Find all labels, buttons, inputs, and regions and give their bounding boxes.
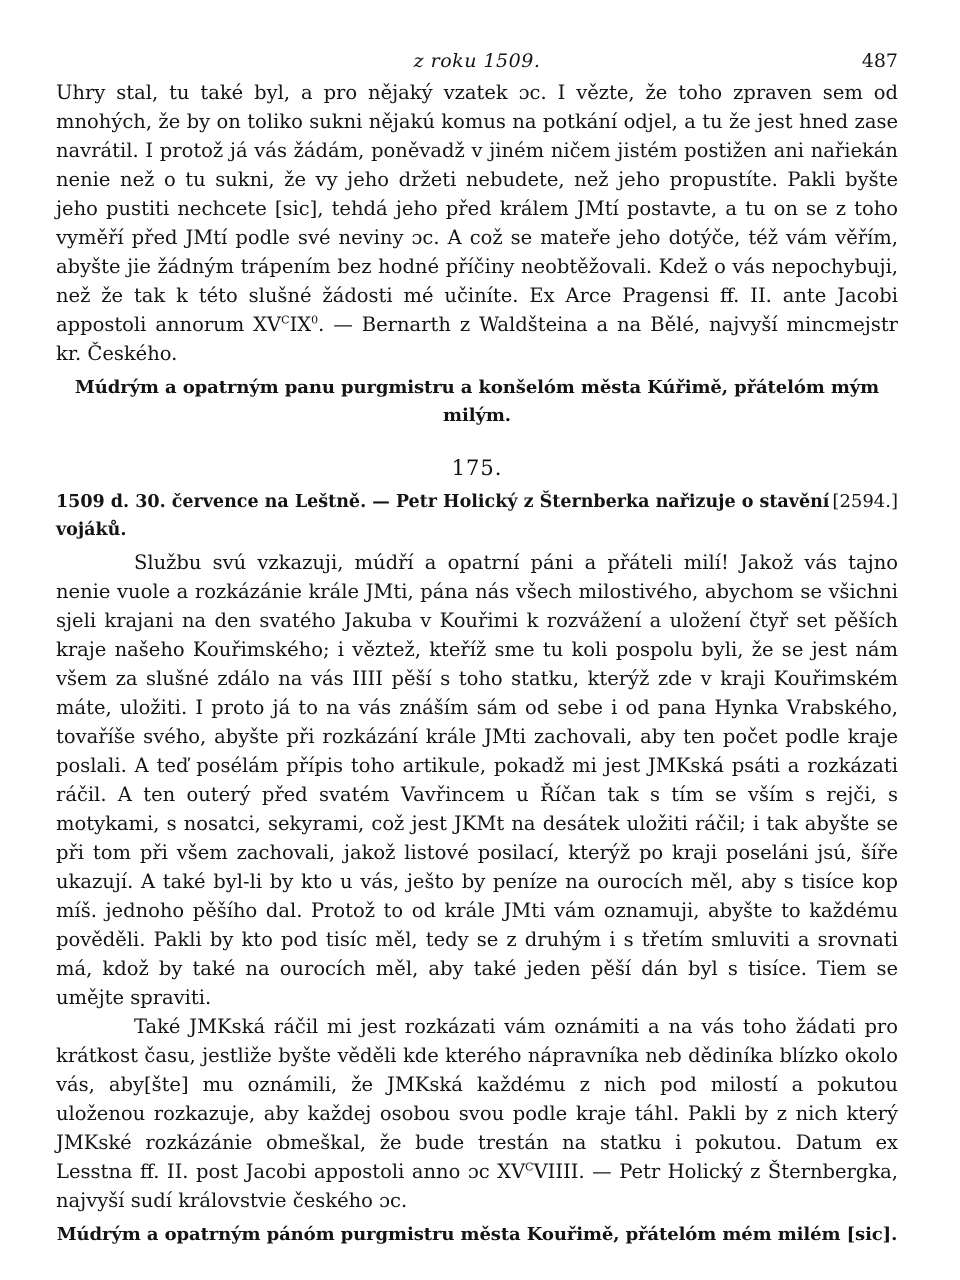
archive-reference: [2594.] bbox=[832, 491, 898, 512]
page-number: 487 bbox=[861, 50, 898, 72]
letter-175-paragraph-2 bbox=[56, 1012, 898, 1215]
date-superscript-zero: 0 bbox=[311, 313, 319, 327]
letter-174-closing: . — Bernarth z Waldšteina a na Bělé, najvyší mincmejstr kr. Českého. bbox=[56, 313, 898, 365]
paragraph-2-text: Také JMKská ráčil mi jest rozkázati vám oznámiti a na vás toho žádati pro krátkost času, jestliže byšte věděli kde kterého nápravníka neb dědiníka blízko okolo vás, aby[šte] mu oznámili, že JMKská každému z nich pod milostí a pokutou uloženou rozkazuje, aby každej osobou svou podle kraje táhl. Pakli by z nich který JMKské rozkázánie obmeškal, že bude trestán na statku i pokutou. Datum ex Lesstna ff. II. post Jacobi appostoli anno ɔc XV bbox=[56, 1015, 898, 1183]
letter-175-address: Múdrým a opatrným pánóm purgmistru města Kouřimě, přátelóm mém milém [sic]. bbox=[56, 1224, 898, 1245]
letter-174-ending bbox=[56, 78, 898, 368]
date-superscript-c: C bbox=[281, 313, 290, 327]
regest-text: 1509 d. 30. července na Leštně. — Petr Holický z Šternberka nařizuje o stavění vojáků. bbox=[56, 492, 830, 540]
date-numeral: IX bbox=[289, 313, 312, 336]
document-regest bbox=[56, 488, 898, 544]
letter-174-address: Múdrým a opatrným panu purgmistru a konšelóm města Kúřimě, přátelóm mým milým. bbox=[74, 377, 880, 426]
paragraph-2-closing: VIIII. — Petr Holický z Šternbergka, najvyší sudí královstvie českého ɔc. bbox=[56, 1160, 899, 1212]
date-superscript-c: C bbox=[525, 1160, 534, 1174]
letter-175-paragraph-1: Službu svú vzkazuji, múdří a opatrní páni a přáteli milí! Jakož vás tajno nenie vuole a rozkázánie krále JMti, pána nás všech milostivého, abychom se všichni sjeli krajani na den svatého Jakuba v Kouřimi k rozvážení a uložení čtyř set pěších kraje našeho Kouřimského; i věztež, kteříž sme tu koli pospolu byli, že se jest nám všem za slušné zdálo na vás IIII pěší s toho statku, kterýž zde v kraji Kouřimském máte, uložiti. I proto já to na vás znáším sám od sebe i od pana Hynka Vrabského, tovaříše svého, abyšte při rozkázání krále JMti zachovali, aby ten počet podle kraje poslali. A teď posélám přípis toho artikule, pokadž mi jest JMKská psáti a rozkázati ráčil. A ten outerý před svatém Vavřincem u Říčan tak s tím se vším s rejči, s motykami, s nosatci, sekyrami, což jest JKMt na desátek uložiti ráčil; i tak abyšte se při tom při všem zachovali, jakož listové posilací, kterýž po kraji poseláni jsú, šíře ukazují. A také byl-li by kto u vás, ješto by peníze na ourocích měl, aby s tisíce kop míš. jednoho pěšího dal. Protož to od krále JMti vám oznamuji, abyšte to každému pověděli. Pakli by kto pod tisíc měl, tedy se z druhým i s třetím smluviti a srovnati má, kdož by také na ourocích měl, aby také jeden pěší dán byl s tisíce. Tiem se umějte spraviti. bbox=[56, 551, 898, 1009]
running-title: z roku 1509. bbox=[413, 50, 541, 72]
book-page bbox=[56, 44, 898, 1249]
letter-174-text: Uhry stal, tu také byl, a pro nějaký vzatek ɔc. I vězte, že toho zpraven sem od mnohých, že by on toliko sukni nějakú komus na potkání odjel, a tu že jest hned zase navrátil. I protož já vás žádám, poněvadž v jiném ničem jistém postižen ani nařiekán nenie než o tu sukni, že vy jeho držeti nebudete, než jeho propustíte. Pakli byšte jeho pustiti nechcete [sic], tehdá jeho před králem JMtí postavte, a tu on se z toho vyměří před JMtí podle své neviny ɔc. A což se mateře jeho dotýče, též vám věřím, abyšte jie žádným trápením bez hodné příčiny neobtěžovali. Kdež o vás nepochybuji, než že tak k této slušné žádosti mé učiníte. Ex Arce Pragensi ff. II. ante Jacobi appostoli annorum XV bbox=[56, 81, 898, 336]
document-number: 175. bbox=[451, 456, 503, 480]
page-header bbox=[56, 44, 898, 78]
